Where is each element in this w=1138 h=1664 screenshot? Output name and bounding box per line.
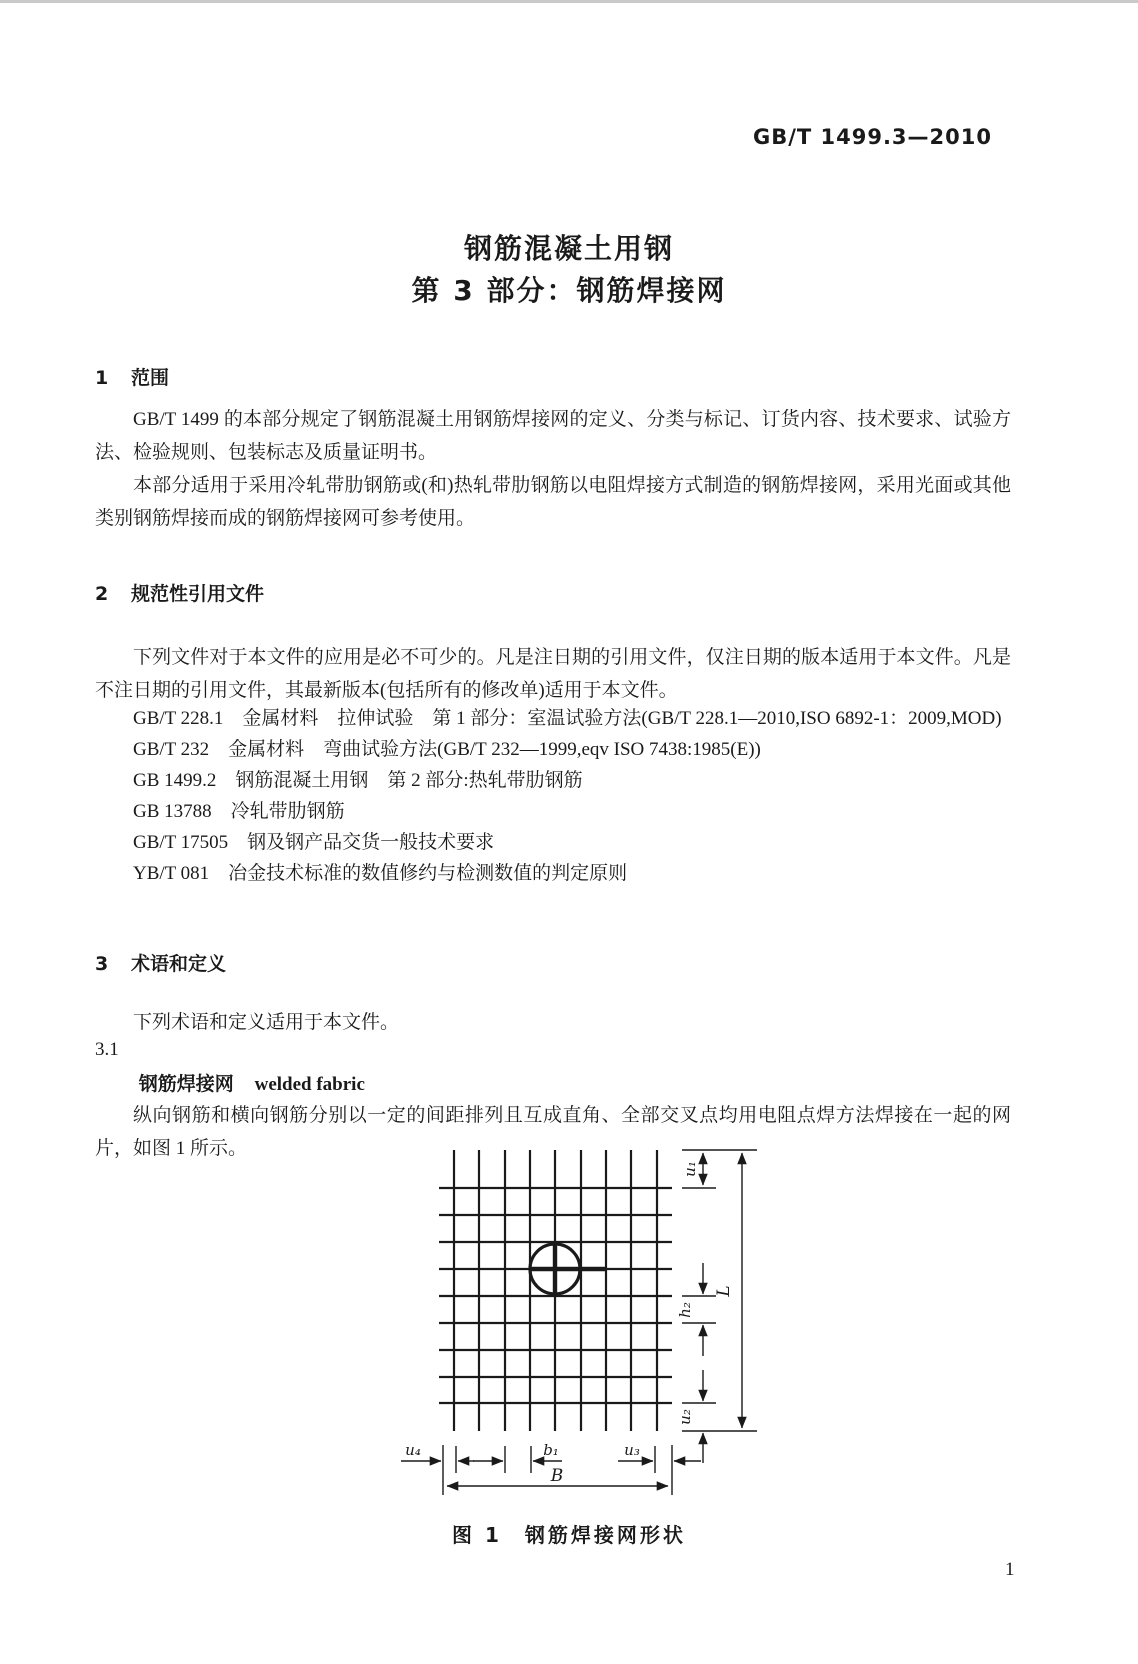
section-1-title: 范围 [131, 367, 170, 389]
dim-label-B: B [550, 1466, 564, 1486]
page-number: 1 [1005, 1559, 1015, 1580]
section-2-number: 2 [95, 583, 109, 605]
figure-1-caption: 图 1 钢筋焊接网形状 [452, 1523, 686, 1547]
dim-label-b1: b₁ [543, 1441, 559, 1459]
reference-item: YB/T 081 冶金技术标准的数值修约与检测数值的判定原则 [133, 863, 628, 884]
dim-label-u3: u₃ [624, 1441, 640, 1459]
figure-1-welded-fabric-diagram [390, 1138, 770, 1508]
section-1-paragraph-1: GB/T 1499 的本部分规定了钢筋混凝土用钢筋焊接网的定义、分类与标记、订货内容、技术要求、试验方法、检验规则、包装标志及质量证明书。 [95, 409, 1011, 463]
reference-item: GB/T 17505 钢及钢产品交货一般技术要求 [133, 832, 495, 853]
section-3-paragraph-1: 下列术语和定义适用于本文件。 [133, 1012, 400, 1033]
dim-label-u1: u₁ [681, 1161, 699, 1177]
weld-point-detail [529, 1243, 606, 1296]
term-english: welded fabric [254, 1074, 365, 1095]
dim-label-u4: u₄ [405, 1441, 421, 1459]
section-2-title: 规范性引用文件 [131, 583, 265, 605]
section-2-heading [95, 579, 264, 606]
standard-code: GB/T 1499.3—2010 [752, 125, 992, 149]
dim-label-u2: u₂ [676, 1409, 694, 1425]
term-definition-text: 纵向钢筋和横向钢筋分别以一定的间距排列且互成直角、全部交叉点均用电阻点焊方法焊接在一起的网片，如图 1 所示。 [95, 1105, 1011, 1159]
document-title-line2: 第 3 部分：钢筋焊接网 [411, 274, 727, 307]
section-1-number: 1 [95, 367, 109, 389]
reference-item: GB 13788 冷轧带肋钢筋 [133, 801, 345, 822]
section-1-heading [95, 363, 169, 390]
reference-item: GB/T 228.1 金属材料 拉伸试验 第 1 部分：室温试验方法(GB/T 228.1—2010,ISO 6892-1：2009,MOD) [133, 708, 1002, 729]
dim-label-L: L [714, 1285, 734, 1297]
section-1-paragraph-2: 本部分适用于采用冷轧带肋钢筋或(和)热轧带肋钢筋以电阻焊接方式制造的钢筋焊接网，采用光面或其他类别钢筋焊接而成的钢筋焊接网可参考使用。 [95, 475, 1011, 529]
term-chinese: 钢筋焊接网 [138, 1073, 234, 1095]
section-3-title: 术语和定义 [131, 953, 227, 975]
section-2-paragraph-1: 下列文件对于本文件的应用是必不可少的。凡是注日期的引用文件，仅注日期的版本适用于本文件。凡是不注日期的引用文件，其最新版本(包括所有的修改单)适用于本文件。 [95, 647, 1011, 701]
term-definition-heading [95, 1069, 365, 1096]
reference-item: GB/T 232 金属材料 弯曲试验方法(GB/T 232—1999,eqv ISO 7438:1985(E)) [133, 739, 761, 760]
document-title-line1: 钢筋混凝土用钢 [463, 232, 674, 265]
term-number: 3.1 [95, 1039, 119, 1060]
normative-reference-list [95, 703, 1011, 889]
reference-item: GB 1499.2 钢筋混凝土用钢 第 2 部分:热轧带肋钢筋 [133, 770, 583, 791]
section-3-number: 3 [95, 953, 109, 975]
section-3-heading [95, 949, 226, 976]
dim-label-h2: h₂ [676, 1302, 694, 1318]
